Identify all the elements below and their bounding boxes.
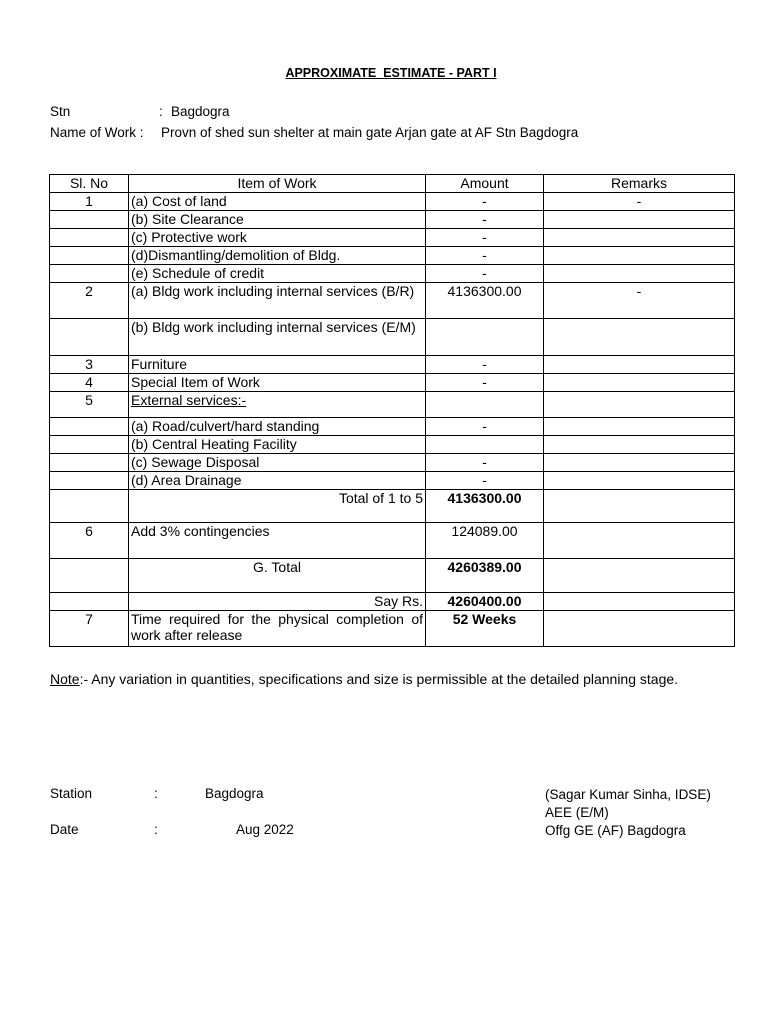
item-cell: Furniture xyxy=(129,356,426,374)
sl-cell xyxy=(50,454,129,472)
remarks-cell xyxy=(544,454,735,472)
remarks-cell xyxy=(544,319,735,356)
date-label: Date xyxy=(50,822,79,837)
remarks-cell xyxy=(544,211,735,229)
table-row xyxy=(50,229,735,247)
remarks-cell xyxy=(544,374,735,392)
col-header-sl: Sl. No xyxy=(50,175,129,193)
item-cell: (b) Central Heating Facility xyxy=(129,436,426,454)
sl-cell: 4 xyxy=(50,374,129,392)
remarks-cell xyxy=(544,593,735,611)
item-cell: Add 3% contingencies xyxy=(129,523,426,559)
amount-cell xyxy=(426,392,544,418)
col-header-remarks: Remarks xyxy=(544,175,735,193)
table-row xyxy=(50,211,735,229)
signatory-title: AEE (E/M) xyxy=(545,805,609,820)
table-row xyxy=(50,265,735,283)
grand-total-amount: 4260389.00 xyxy=(426,559,544,593)
signatory-office: Offg GE (AF) Bagdogra xyxy=(545,823,686,838)
sl-cell: 5 xyxy=(50,392,129,418)
table-row xyxy=(50,247,735,265)
station-label: Station xyxy=(50,786,93,801)
amount-cell: - xyxy=(426,454,544,472)
note-paragraph xyxy=(50,671,710,688)
remarks-cell xyxy=(544,418,735,436)
remarks-cell xyxy=(544,472,735,490)
remarks-cell xyxy=(544,356,735,374)
item-cell: (a) Cost of land xyxy=(129,193,426,211)
amount-cell: 4136300.00 xyxy=(426,283,544,319)
sl-cell: 3 xyxy=(50,356,129,374)
table-row xyxy=(50,283,735,319)
remarks-cell xyxy=(544,229,735,247)
remarks-cell xyxy=(544,490,735,523)
remarks-cell xyxy=(544,523,735,559)
table-row xyxy=(50,472,735,490)
remarks-cell xyxy=(544,436,735,454)
station-colon: : xyxy=(154,786,158,801)
amount-cell: - xyxy=(426,211,544,229)
note-text: :- Any variation in quantities, specifications and size is permissible at the detailed planning stage. xyxy=(79,671,679,687)
item-cell: (d)Dismantling/demolition of Bldg. xyxy=(129,247,426,265)
sl-cell xyxy=(50,472,129,490)
item-cell: External services:- xyxy=(129,392,426,418)
sl-cell xyxy=(50,247,129,265)
date-colon: : xyxy=(154,822,158,837)
col-header-amount: Amount xyxy=(426,175,544,193)
item-cell: (c) Protective work xyxy=(129,229,426,247)
amount-cell xyxy=(426,319,544,356)
sl-cell xyxy=(50,593,129,611)
sl-cell: 2 xyxy=(50,283,129,319)
sl-cell xyxy=(50,319,129,356)
table-row xyxy=(50,193,735,211)
grand-total-label: G. Total xyxy=(129,559,426,593)
total-row xyxy=(50,490,735,523)
amount-cell: - xyxy=(426,472,544,490)
item-cell: (d) Area Drainage xyxy=(129,472,426,490)
table-row xyxy=(50,319,735,356)
col-header-item: Item of Work xyxy=(129,175,426,193)
amount-cell: - xyxy=(426,418,544,436)
stn-label: Stn xyxy=(50,104,71,119)
table-row xyxy=(50,611,735,647)
grand-total-row xyxy=(50,559,735,593)
amount-cell: 124089.00 xyxy=(426,523,544,559)
amount-cell: - xyxy=(426,265,544,283)
document-title: APPROXIMATE ESTIMATE - PART I xyxy=(285,66,497,80)
remarks-cell xyxy=(544,611,735,647)
item-cell: (a) Bldg work including internal services (B/R) xyxy=(129,283,426,319)
amount-cell: - xyxy=(426,229,544,247)
sl-cell xyxy=(50,436,129,454)
remarks-cell xyxy=(544,265,735,283)
sl-cell xyxy=(50,490,129,523)
item-cell: Special Item of Work xyxy=(129,374,426,392)
table-row xyxy=(50,454,735,472)
amount-cell: - xyxy=(426,374,544,392)
total-amount: 4136300.00 xyxy=(426,490,544,523)
amount-cell: - xyxy=(426,356,544,374)
total-label: Total of 1 to 5 xyxy=(129,490,426,523)
amount-cell: - xyxy=(426,247,544,265)
sl-cell xyxy=(50,229,129,247)
remarks-cell: - xyxy=(544,193,735,211)
table-row xyxy=(50,356,735,374)
say-label: Say Rs. xyxy=(129,593,426,611)
sl-cell xyxy=(50,211,129,229)
item-cell: (a) Road/culvert/hard standing xyxy=(129,418,426,436)
station-value: Bagdogra xyxy=(205,786,264,801)
sl-cell: 7 xyxy=(50,611,129,647)
item-cell: (e) Schedule of credit xyxy=(129,265,426,283)
table-row xyxy=(50,523,735,559)
sl-cell: 6 xyxy=(50,523,129,559)
table-row xyxy=(50,392,735,418)
stn-value: Bagdogra xyxy=(171,104,230,119)
stn-colon: : xyxy=(159,104,163,119)
amount-cell xyxy=(426,436,544,454)
say-row xyxy=(50,593,735,611)
work-label: Name of Work : xyxy=(50,125,144,140)
table-row xyxy=(50,374,735,392)
remarks-cell xyxy=(544,392,735,418)
table-header-row xyxy=(50,175,735,193)
item-cell: (b) Site Clearance xyxy=(129,211,426,229)
estimate-table xyxy=(49,174,735,647)
amount-cell: 52 Weeks xyxy=(426,611,544,647)
signatory-name: (Sagar Kumar Sinha, IDSE) xyxy=(545,787,711,802)
table-row xyxy=(50,418,735,436)
remarks-cell xyxy=(544,559,735,593)
sl-cell xyxy=(50,265,129,283)
amount-cell: - xyxy=(426,193,544,211)
item-cell: (b) Bldg work including internal services (E/M) xyxy=(129,319,426,356)
remarks-cell xyxy=(544,247,735,265)
note-label: Note xyxy=(50,671,80,687)
item-cell: (c) Sewage Disposal xyxy=(129,454,426,472)
sl-cell: 1 xyxy=(50,193,129,211)
item-cell: Time required for the physical completion of work after release xyxy=(129,611,426,647)
sl-cell xyxy=(50,418,129,436)
table-row xyxy=(50,436,735,454)
work-value: Provn of shed sun shelter at main gate Arjan gate at AF Stn Bagdogra xyxy=(161,125,579,140)
say-amount: 4260400.00 xyxy=(426,593,544,611)
sl-cell xyxy=(50,559,129,593)
remarks-cell: - xyxy=(544,283,735,319)
date-value: Aug 2022 xyxy=(236,822,294,837)
